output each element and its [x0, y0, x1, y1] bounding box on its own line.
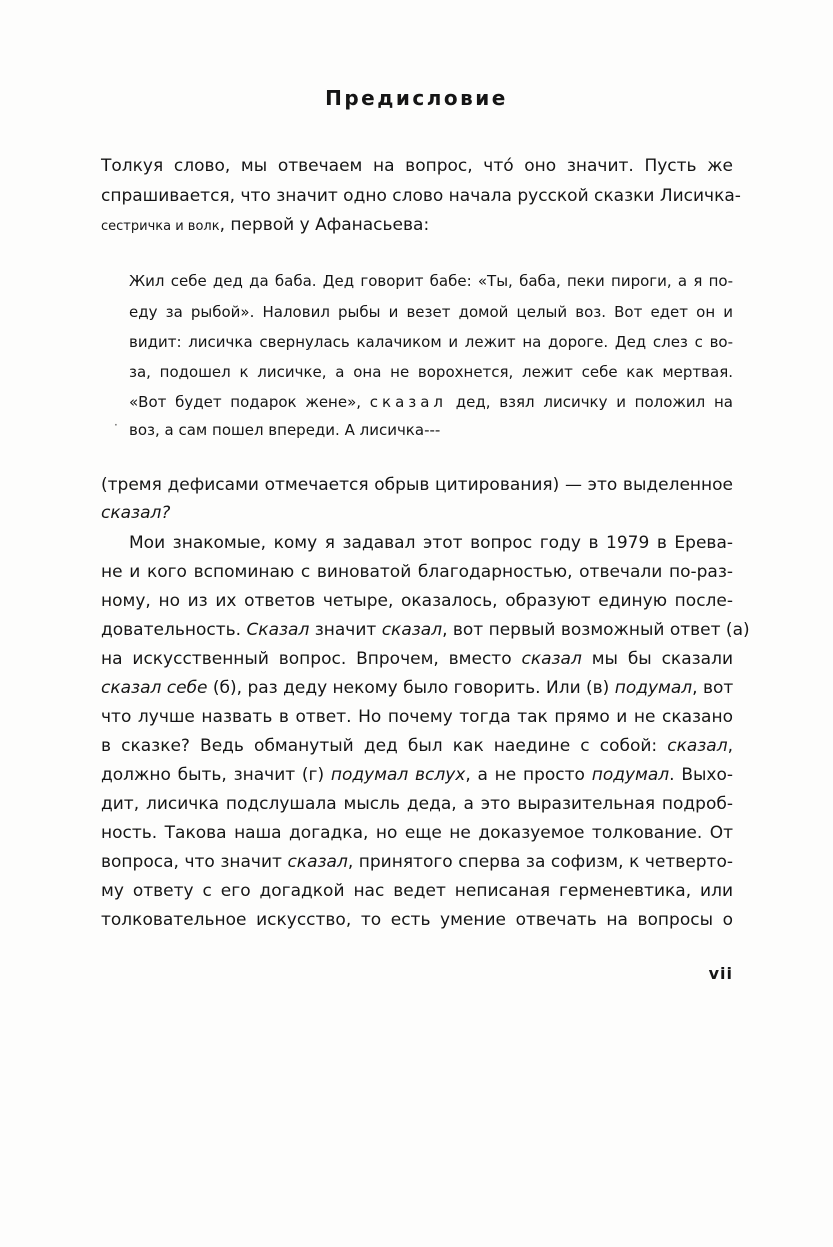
- spaced-word: сказал: [369, 393, 448, 411]
- page-title: Предисловие: [325, 86, 508, 110]
- tale-title-smallcaps: сестричка и волк: [101, 219, 220, 234]
- intro-line: спрашивается, что значит одно слово начала русской сказки Лисичка-: [101, 186, 741, 206]
- quote-line: за, подошел к лисичке, а она не ворохнется, лежит себе как мертвая.: [129, 363, 733, 381]
- intro-line: Толкуя слово, мы отвечаем на вопрос, что́ оно значит. Пусть же: [101, 156, 733, 176]
- text-line: что лучше назвать в ответ. Но почему тогда так прямо и не сказано: [101, 707, 733, 727]
- text-line: не и кого вспоминаю с виноватой благодарностью, отвечали по-раз-: [101, 562, 733, 582]
- text-line: ному, но из их ответов четыре, оказалось, образуют единую после-: [101, 591, 733, 611]
- text-line: на искусственный вопрос. Впрочем, вместо сказал мы бы сказали: [101, 649, 733, 669]
- margin-mark: ·: [114, 418, 118, 432]
- quote-line: Жил себе дед да баба. Дед говорит бабе: «Ты, баба, пеки пироги, а я по-: [129, 272, 733, 290]
- text-line: должно быть, значит (г) подумал вслух, а не просто подумал. Выхо-: [101, 765, 734, 785]
- text-line: вопроса, что значит сказал, принятого сперва за софизм, к четверто-: [101, 852, 733, 872]
- quote-line: видит: лисичка свернулась калачиком и лежит на дороге. Дед слез с во-: [129, 333, 733, 351]
- text-line: сказал себе (б), раз деду некому было говорить. Или (в) подумал, вот: [101, 678, 734, 698]
- text-line: толковательное искусство, то есть умение отвечать на вопросы о: [101, 910, 733, 930]
- quote-line: «Вот будет подарок жене», сказал дед, взял лисичку и положил на: [129, 393, 733, 411]
- intro-line: сестричка и волк, первой у Афанасьева:: [101, 215, 430, 235]
- text-line: Мои знакомые, кому я задавал этот вопрос году в 1979 в Ерева-: [129, 533, 733, 553]
- page-number: vii: [708, 964, 733, 983]
- text-line: в сказке? Ведь обманутый дед был как наедине с собой: сказал,: [101, 736, 733, 756]
- quote-line: еду за рыбой». Наловил рыбы и везет домой целый воз. Вот едет он и: [129, 303, 733, 321]
- text-line: [101, 502, 733, 524]
- text-line: довательность. Сказал значит сказал, вот первый возможный ответ (а): [101, 620, 750, 640]
- text-line: дит, лисичка подслушала мысль деда, а это выразительная подроб-: [101, 794, 733, 814]
- quote-line: воз, а сам пошел впереди. А лисичка---: [129, 421, 441, 439]
- italic-word: сказал?: [101, 503, 171, 523]
- text-line: му ответу с его догадкой нас ведет неписаная герменевтика, или: [101, 881, 733, 901]
- text-line: ность. Такова наша догадка, но еще не доказуемое толкование. От: [101, 823, 733, 843]
- text-line: (тремя дефисами отмечается обрыв цитирования) — это выделенное: [101, 475, 733, 495]
